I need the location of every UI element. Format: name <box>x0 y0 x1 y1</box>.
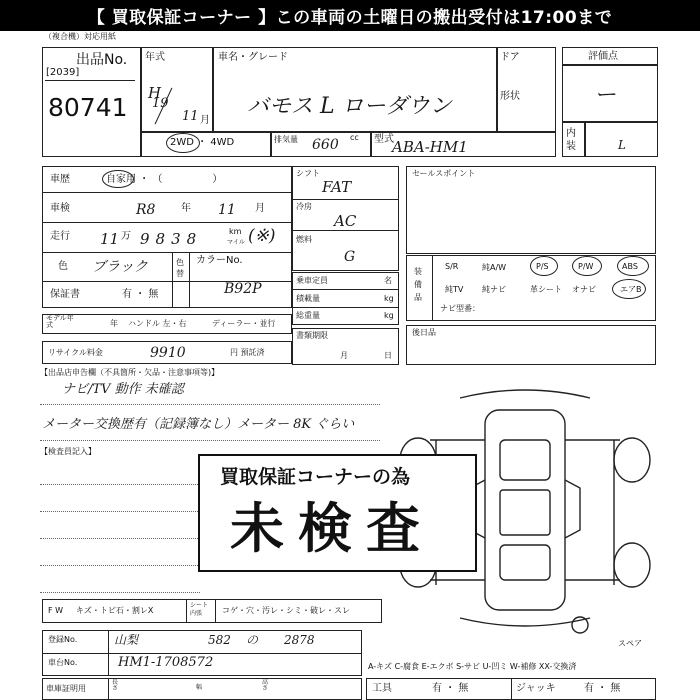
fuel-label: 燃料 <box>296 235 312 244</box>
displacement-label: 排気量 <box>274 135 298 144</box>
mileage-man: 11 <box>100 230 120 248</box>
color-change-label: 色替 <box>176 258 184 279</box>
load-label: 積載量 <box>296 294 320 303</box>
fuel-value: G <box>344 249 356 265</box>
equip-alloy: 純A/W <box>482 263 507 272</box>
equip-abs: ABS <box>622 262 638 271</box>
seat-label: シート 内張 <box>190 602 209 617</box>
shift-label: シフト <box>296 169 320 178</box>
mileage-mark: (※) <box>248 226 276 246</box>
displacement-value: 660 <box>312 137 339 153</box>
navi-model-label: ナビ型番： <box>440 304 480 313</box>
model-year-label: モデル年式 <box>46 314 74 329</box>
ac-label: 冷房 <box>296 202 312 211</box>
drive-label: 2WD ・ 4WD <box>170 137 235 148</box>
equip-onavi: オナビ <box>572 285 596 294</box>
reg-no-kana: の <box>246 633 259 647</box>
registration-month-unit: 月 <box>340 351 348 360</box>
recycle-unit: 円 預託済 <box>230 348 265 357</box>
mileage-digits: 9838 <box>140 230 203 248</box>
retrofit-label: 後日品 <box>412 328 436 337</box>
equip-tv: 純TV <box>445 285 464 294</box>
equip-pw-circle <box>572 256 602 276</box>
mileage-unit-km: km <box>229 227 242 236</box>
equip-pw: P/W <box>578 262 594 271</box>
inspection-month-unit: 月 <box>255 203 265 214</box>
seat-text: コゲ・穴・汚レ・シミ・破レ・スレ <box>222 606 350 615</box>
grade-exterior: ー <box>594 83 617 108</box>
retrofit-box <box>406 325 656 365</box>
uninspected-stamp <box>198 454 477 572</box>
color-code: B92P <box>224 281 262 297</box>
model-value: バモス L ローダウン <box>247 94 452 119</box>
chassis-value: HM1-1708572 <box>118 655 214 670</box>
shift-value: FAT <box>322 178 352 196</box>
listing-tag: [2039] <box>46 67 80 78</box>
equip-airbag-circle <box>612 279 646 299</box>
jack-label: ジャッキ <box>516 683 556 694</box>
mileage-label: 走行 <box>50 231 70 242</box>
listing-number-label: 出品No. <box>76 52 128 68</box>
sales-point-label: セールスポイント <box>412 169 476 178</box>
door-label: ドア <box>500 52 520 63</box>
reg-no-region: 山梨 <box>114 633 139 647</box>
year-month: 11 <box>182 109 199 124</box>
inspection-year: R8 <box>136 202 156 218</box>
load-unit: kg <box>384 294 394 303</box>
reg-cert-length: 長さ <box>112 679 119 692</box>
year-label: 年式 <box>145 52 165 63</box>
seats-label: 乗車定員 <box>296 276 328 285</box>
color-value: ブラック <box>92 259 148 275</box>
type-label: 型式 <box>374 134 394 145</box>
page-banner: 【 買取保証コーナー 】この車両の土曜日の搬出受付は17:00まで <box>0 0 700 31</box>
reg-cert-label: 車庫証明用 <box>46 684 86 693</box>
history-private-circle <box>102 170 134 188</box>
spare-label: スペア <box>618 639 642 648</box>
weight-unit: kg <box>384 311 394 320</box>
equip-sr: S/R <box>445 262 459 271</box>
notes-line2: メーター交換歴有（記録簿なし）メーター 8K ぐらい <box>42 417 355 432</box>
registration-day-unit: 日 <box>384 351 392 360</box>
grade-interior: L <box>618 138 626 152</box>
warranty-label: 保証書 <box>50 289 80 300</box>
reg-cert-height: 高さ <box>262 679 269 692</box>
history-label: 車歴 <box>50 174 70 185</box>
equip-abs-circle <box>617 256 649 276</box>
history-options: 自家用 ・ （ ） <box>106 174 223 185</box>
inspection-year-unit: 年 <box>181 203 191 214</box>
color-label: 色 <box>58 261 68 272</box>
fw-label: F W <box>48 606 64 615</box>
tools-label: 工具 <box>372 683 392 694</box>
seats-unit: 名 <box>384 276 392 285</box>
reg-cert-width: 幅 <box>196 684 203 691</box>
stamp-line2: 未検査 <box>230 497 434 560</box>
grade-label: 評価点 <box>588 51 618 62</box>
recycle-label: リサイクル料金 <box>48 348 103 357</box>
equip-ps: P/S <box>536 262 549 271</box>
notes-line1: ナビ/TV 動作 未確認 <box>62 382 184 397</box>
type-value: ABA-HM1 <box>392 138 468 156</box>
jack-options: 有 ・ 無 <box>584 683 621 694</box>
equip-airbag: エアB <box>620 285 642 294</box>
warranty-options: 有 ・ 無 <box>122 289 159 300</box>
mileage-man-unit: 万 <box>121 231 131 242</box>
color-code-label: カラーNo. <box>196 255 243 266</box>
shape-label: 形状 <box>500 91 520 102</box>
inspection-label: 車検 <box>50 203 70 214</box>
year-era: H <box>148 84 162 102</box>
tools-options: 有 ・ 無 <box>432 683 469 694</box>
model-year-unit: 年 <box>110 319 118 328</box>
recycle-value: 9910 <box>150 345 186 361</box>
reg-no-number: 2878 <box>284 633 315 647</box>
notes-label: 【出品店申告欄（不具箇所・欠品・注意事項等)】 <box>40 368 220 377</box>
top-note: （複合機）対応用紙 <box>44 32 116 41</box>
interior-label: 内装 <box>566 128 576 152</box>
equip-ps-circle <box>530 256 558 276</box>
equipment-label: 装備品 <box>414 267 422 302</box>
model-label: 車名・グレード <box>218 52 288 63</box>
listing-number: 80741 <box>48 93 128 122</box>
drive-2wd-circle <box>166 133 200 153</box>
reg-no-class: 582 <box>208 633 231 647</box>
damage-legend: A-キズ C-腐食 E-エクボ S-サビ U-凹ミ W-補修 XX-交換済 <box>368 662 577 671</box>
mileage-unit-mile: マイル <box>227 239 245 246</box>
ac-value: AC <box>334 212 357 230</box>
weight-label: 総重量 <box>296 311 320 320</box>
inspection-month: 11 <box>218 202 236 218</box>
year-value: 19 <box>152 96 169 111</box>
chassis-label: 車台No. <box>48 658 78 667</box>
registration-period-label: 書類期限 <box>296 331 328 340</box>
model-year-handle: ハンドル 左・右 <box>128 319 187 328</box>
stamp-line1: 買取保証コーナーの為 <box>220 466 411 488</box>
inspector-label: 【検査員記入】 <box>40 447 96 456</box>
sales-point-box <box>406 166 656 254</box>
fw-text: キズ・トビ石・割レX <box>76 606 154 615</box>
equip-leather: 革シート <box>530 285 562 294</box>
reg-no-label: 登録No. <box>48 635 78 644</box>
year-month-unit: 月 <box>200 115 210 126</box>
model-year-dealer: ディーラー・並行 <box>212 319 276 328</box>
displacement-unit: cc <box>350 133 359 142</box>
equip-navi: 純ナビ <box>482 285 506 294</box>
